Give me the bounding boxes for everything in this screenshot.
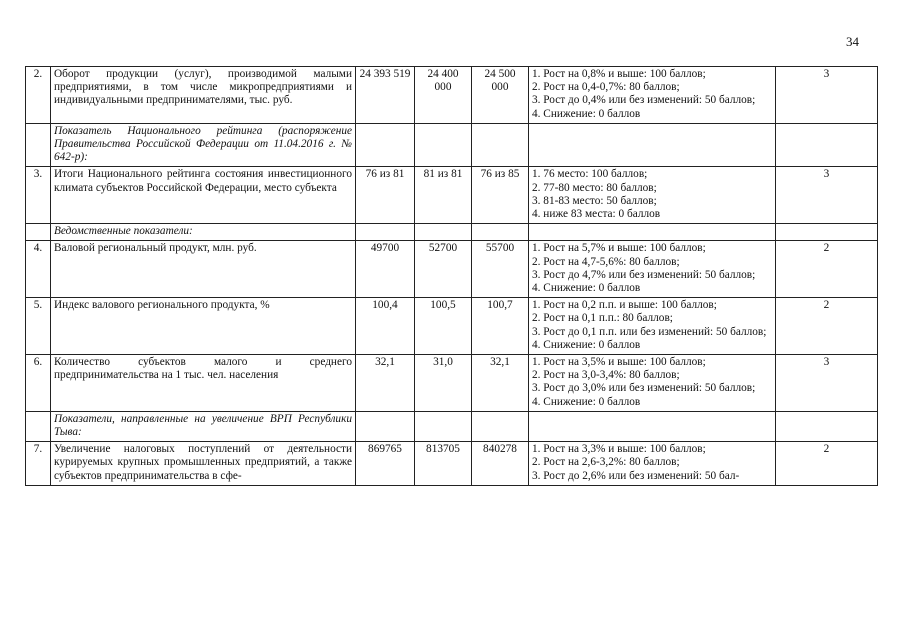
row-number: 3. (26, 167, 51, 224)
criteria-line: 3. Рост до 4,7% или без изменений: 50 баллов; (532, 268, 756, 281)
criteria-line: 2. 77-80 место: 80 баллов; (532, 181, 657, 194)
section-heading: Ведомственные показатели: (51, 224, 356, 241)
weight-value: 3 (776, 67, 878, 124)
criteria-line: 2. Рост на 4,7-5,6%: 80 баллов; (532, 255, 680, 268)
value-year-3: 55700 (472, 241, 529, 298)
row-number: 7. (26, 442, 51, 486)
value-year-1: 76 из 81 (356, 167, 415, 224)
section-row (26, 123, 878, 167)
table-row (26, 67, 878, 124)
empty-cell (776, 411, 878, 441)
empty-cell (356, 123, 415, 167)
scoring-criteria (529, 355, 776, 412)
criteria-line: 4. Снижение: 0 баллов (532, 107, 641, 120)
table-row (26, 167, 878, 224)
criteria-line: 2. Рост на 3,0-3,4%: 80 баллов; (532, 369, 680, 382)
indicator-name: Валовой региональный продукт, млн. руб. (51, 241, 356, 298)
criteria-line: 1. Рост на 3,3% и выше: 100 баллов; (532, 443, 706, 456)
section-row (26, 411, 878, 441)
table-row (26, 442, 878, 486)
section-heading: Показатели, направленные на увеличение ВРП Республики Тыва: (51, 411, 356, 441)
criteria-line: 3. Рост до 2,6% или без изменений: 50 бал- (532, 469, 740, 482)
scoring-criteria (529, 241, 776, 298)
value-year-2: 24 400 000 (415, 67, 472, 124)
page-number: 34 (846, 34, 859, 49)
indicator-name: Итоги Национального рейтинга состояния инвестиционного климата субъектов Российской Федерации, место субъекта (51, 167, 356, 224)
criteria-line: 4. Снижение: 0 баллов (532, 338, 641, 351)
criteria-line: 4. Снижение: 0 баллов (532, 395, 641, 408)
criteria-line: 1. 76 место: 100 баллов; (532, 168, 648, 181)
value-year-3: 32,1 (472, 355, 529, 412)
criteria-line: 1. Рост на 0,2 п.п. и выше: 100 баллов; (532, 299, 717, 312)
weight-value: 2 (776, 298, 878, 355)
value-year-1: 100,4 (356, 298, 415, 355)
scoring-criteria (529, 442, 776, 486)
table-row (26, 241, 878, 298)
table-body (26, 67, 878, 486)
criteria-line: 3. 81-83 место: 50 баллов; (532, 194, 657, 207)
empty-cell (472, 411, 529, 441)
indicators-table (25, 66, 878, 486)
criteria-line: 3. Рост до 3,0% или без изменений: 50 баллов; (532, 382, 756, 395)
empty-cell (356, 411, 415, 441)
criteria-line: 1. Рост на 0,8% и выше: 100 баллов; (532, 68, 706, 80)
value-year-2: 813705 (415, 442, 472, 486)
value-year-3: 76 из 85 (472, 167, 529, 224)
section-row (26, 224, 878, 241)
weight-value: 3 (776, 167, 878, 224)
indicator-name: Индекс валового регионального продукта, % (51, 298, 356, 355)
empty-cell (529, 411, 776, 441)
table-row (26, 355, 878, 412)
row-number: 2. (26, 67, 51, 124)
section-num-cell (26, 123, 51, 167)
criteria-line: 2. Рост на 0,1 п.п.: 80 баллов; (532, 312, 673, 325)
value-year-1: 32,1 (356, 355, 415, 412)
empty-cell (415, 224, 472, 241)
empty-cell (529, 224, 776, 241)
criteria-line: 1. Рост на 5,7% и выше: 100 баллов; (532, 242, 706, 255)
row-number: 6. (26, 355, 51, 412)
section-num-cell (26, 224, 51, 241)
weight-value: 3 (776, 355, 878, 412)
empty-cell (472, 123, 529, 167)
empty-cell (529, 123, 776, 167)
criteria-line: 2. Рост на 2,6-3,2%: 80 баллов; (532, 456, 680, 469)
empty-cell (356, 224, 415, 241)
empty-cell (776, 224, 878, 241)
criteria-line: 3. Рост до 0,1 п.п. или без изменений: 50 баллов; (532, 325, 767, 338)
value-year-3: 100,7 (472, 298, 529, 355)
value-year-3: 24 500 000 (472, 67, 529, 124)
section-heading: Показатель Национального рейтинга (распоряжение Правительства Российской Федерации от 11.04.2016 г. № 642-р): (51, 123, 356, 167)
criteria-line: 2. Рост на 0,4-0,7%: 80 баллов; (532, 81, 680, 94)
value-year-2: 81 из 81 (415, 167, 472, 224)
value-year-1: 24 393 519 (356, 67, 415, 124)
row-number: 4. (26, 241, 51, 298)
scoring-criteria (529, 298, 776, 355)
criteria-line: 4. Снижение: 0 баллов (532, 282, 641, 295)
value-year-3: 840278 (472, 442, 529, 486)
indicator-name: Увеличение налоговых поступлений от деятельности курируемых крупных промышленных предприятий, а также субъектов предпринимательства в сфе- (51, 442, 356, 486)
weight-value: 2 (776, 442, 878, 486)
empty-cell (472, 224, 529, 241)
value-year-1: 49700 (356, 241, 415, 298)
value-year-2: 100,5 (415, 298, 472, 355)
value-year-1: 869765 (356, 442, 415, 486)
empty-cell (415, 411, 472, 441)
indicator-name: Оборот продукции (услуг), производимой малыми предприятиями, в том числе микропредприятиями и индивидуальными предпринимателями, тыс. руб. (51, 67, 356, 124)
criteria-line: 1. Рост на 3,5% и выше: 100 баллов; (532, 356, 706, 369)
indicator-name: Количество субъектов малого и среднего предпринимательства на 1 тыс. чел. населения (51, 355, 356, 412)
empty-cell (776, 123, 878, 167)
scoring-criteria (529, 167, 776, 224)
scoring-criteria (529, 67, 776, 124)
section-num-cell (26, 411, 51, 441)
row-number: 5. (26, 298, 51, 355)
criteria-line: 4. ниже 83 места: 0 баллов (532, 208, 661, 221)
empty-cell (415, 123, 472, 167)
value-year-2: 52700 (415, 241, 472, 298)
value-year-2: 31,0 (415, 355, 472, 412)
criteria-line: 3. Рост до 0,4% или без изменений: 50 баллов; (532, 94, 756, 107)
table-row (26, 298, 878, 355)
weight-value: 2 (776, 241, 878, 298)
